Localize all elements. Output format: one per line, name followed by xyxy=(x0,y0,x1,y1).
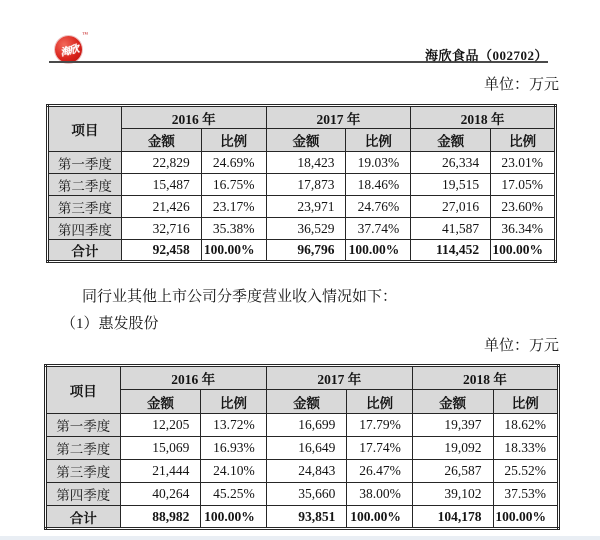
data-cell: 19.03% xyxy=(346,152,411,174)
data-cell: 17,873 xyxy=(266,174,346,196)
body-text-intro: 同行业其他上市公司分季度营业收入情况如下： xyxy=(82,289,398,305)
data-cell: 19,397 xyxy=(412,414,493,437)
ratio-header: 比例 xyxy=(493,390,558,414)
data-cell: 16,649 xyxy=(266,437,347,460)
data-cell: 17.74% xyxy=(347,437,412,460)
quarter-row xyxy=(48,152,556,174)
data-cell: 22,829 xyxy=(121,152,201,174)
data-cell: 24.10% xyxy=(201,460,266,483)
total-cell: 100.00% xyxy=(201,240,266,262)
data-cell: 38.00% xyxy=(347,483,412,506)
row-label: 第一季度 xyxy=(46,414,121,437)
data-cell: 18,423 xyxy=(266,152,346,174)
total-cell: 100.00% xyxy=(347,506,412,529)
data-cell: 16.93% xyxy=(201,437,266,460)
data-cell: 23.17% xyxy=(201,196,266,218)
total-cell: 100.00% xyxy=(201,506,266,529)
amount-header: 金额 xyxy=(411,129,491,152)
data-cell: 23.60% xyxy=(491,196,556,218)
quarter-row xyxy=(48,196,556,218)
year-header-row xyxy=(46,366,559,390)
ratio-header: 比例 xyxy=(346,129,411,152)
total-cell: 104,178 xyxy=(412,506,493,529)
data-cell: 15,487 xyxy=(121,174,201,196)
data-cell: 45.25% xyxy=(201,483,266,506)
row-label: 第三季度 xyxy=(48,196,122,218)
data-cell: 16.75% xyxy=(201,174,266,196)
data-cell: 21,444 xyxy=(120,460,201,483)
data-cell: 37.53% xyxy=(493,483,558,506)
year-header: 2018 年 xyxy=(411,106,556,129)
quarter-row xyxy=(46,483,559,506)
body-text-company-item: （1）惠发股份 xyxy=(61,316,159,332)
table-corner-header: 项目 xyxy=(46,366,121,414)
year-header: 2017 年 xyxy=(266,106,411,129)
bottom-edge-strip xyxy=(0,536,600,540)
data-cell: 17.79% xyxy=(347,414,412,437)
row-label: 第三季度 xyxy=(46,460,121,483)
ratio-header: 比例 xyxy=(201,129,266,152)
total-cell: 88,982 xyxy=(120,506,201,529)
quarter-row xyxy=(46,437,559,460)
year-header: 2017 年 xyxy=(266,366,412,390)
year-header: 2018 年 xyxy=(412,366,558,390)
data-cell: 35,660 xyxy=(266,483,347,506)
data-cell: 19,092 xyxy=(412,437,493,460)
quarter-row xyxy=(48,218,556,240)
data-cell: 24.76% xyxy=(346,196,411,218)
amount-header: 金额 xyxy=(266,129,346,152)
data-cell: 24,843 xyxy=(266,460,347,483)
total-cell: 100.00% xyxy=(346,240,411,262)
data-cell: 15,069 xyxy=(120,437,201,460)
total-label: 合计 xyxy=(48,240,122,262)
unit-label-table2: 单位：万元 xyxy=(483,338,559,354)
data-cell: 36.34% xyxy=(491,218,556,240)
data-cell: 13.72% xyxy=(201,414,266,437)
data-cell: 37.74% xyxy=(346,218,411,240)
data-cell: 41,587 xyxy=(411,218,491,240)
total-label: 合计 xyxy=(46,506,121,529)
data-cell: 12,205 xyxy=(120,414,201,437)
company-logo-icon xyxy=(55,32,88,63)
year-header-row xyxy=(48,106,556,129)
data-cell: 35.38% xyxy=(201,218,266,240)
total-row xyxy=(46,506,559,529)
amount-header: 金额 xyxy=(266,390,347,414)
sub-header-row xyxy=(48,129,556,152)
year-header: 2016 年 xyxy=(120,366,266,390)
data-cell: 39,102 xyxy=(412,483,493,506)
row-label: 第二季度 xyxy=(48,174,122,196)
amount-header: 金额 xyxy=(412,390,493,414)
amount-header: 金额 xyxy=(120,390,201,414)
quarter-row xyxy=(46,460,559,483)
data-cell: 19,515 xyxy=(411,174,491,196)
sub-header-row xyxy=(46,390,559,414)
trademark-icon: ™ xyxy=(82,32,88,38)
data-cell: 17.05% xyxy=(491,174,556,196)
data-cell: 40,264 xyxy=(120,483,201,506)
row-label: 第一季度 xyxy=(48,152,122,174)
ratio-header: 比例 xyxy=(347,390,412,414)
data-cell: 23.01% xyxy=(491,152,556,174)
total-cell: 114,452 xyxy=(411,240,491,262)
total-cell: 92,458 xyxy=(121,240,201,262)
total-cell: 100.00% xyxy=(493,506,558,529)
data-cell: 26,587 xyxy=(412,460,493,483)
data-cell: 26.47% xyxy=(347,460,412,483)
quarter-row xyxy=(48,174,556,196)
unit-label-table1: 单位：万元 xyxy=(483,77,559,93)
data-cell: 21,426 xyxy=(121,196,201,218)
data-cell: 23,971 xyxy=(266,196,346,218)
data-cell: 32,716 xyxy=(121,218,201,240)
data-cell: 27,016 xyxy=(411,196,491,218)
data-cell: 18.46% xyxy=(346,174,411,196)
amount-header: 金额 xyxy=(121,129,201,152)
data-cell: 25.52% xyxy=(493,460,558,483)
year-header: 2016 年 xyxy=(121,106,266,129)
total-cell: 96,796 xyxy=(266,240,346,262)
quarterly-revenue-table-haixin xyxy=(46,104,557,263)
company-header: 海欣食品（002702） xyxy=(424,48,548,63)
ratio-header: 比例 xyxy=(201,390,266,414)
data-cell: 18.33% xyxy=(493,437,558,460)
logo-script-text: 海欣 xyxy=(58,43,80,59)
data-cell: 24.69% xyxy=(201,152,266,174)
quarter-row xyxy=(46,414,559,437)
data-cell: 26,334 xyxy=(411,152,491,174)
row-label: 第四季度 xyxy=(46,483,121,506)
total-cell: 93,851 xyxy=(266,506,347,529)
data-cell: 16,699 xyxy=(266,414,347,437)
total-row xyxy=(48,240,556,262)
data-cell: 18.62% xyxy=(493,414,558,437)
total-cell: 100.00% xyxy=(491,240,556,262)
row-label: 第四季度 xyxy=(48,218,122,240)
ratio-header: 比例 xyxy=(491,129,556,152)
data-cell: 36,529 xyxy=(266,218,346,240)
quarterly-revenue-table-huifa xyxy=(44,364,560,530)
table-corner-header: 项目 xyxy=(48,106,122,152)
row-label: 第二季度 xyxy=(46,437,121,460)
